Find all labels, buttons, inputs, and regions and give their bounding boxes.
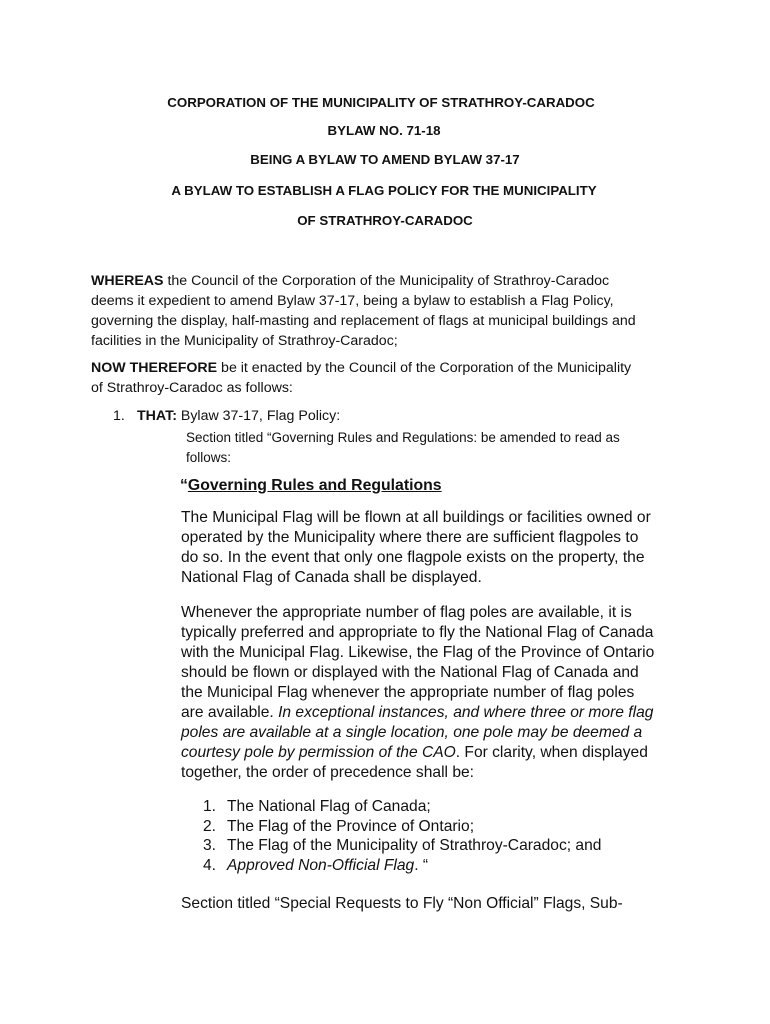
para2-line5: the Municipal Flag whenever the appropriate number of flag poles — [181, 684, 635, 701]
heading-text: Governing Rules and Regulations — [187, 477, 442, 494]
now-therefore-line1: be it enacted by the Council of the Corporation of the Municipality — [217, 360, 632, 376]
para1-line3: do so. In the event that only one flagpole exists on the property, the — [181, 549, 645, 566]
whereas-clause — [91, 271, 691, 351]
bylaw-number: BYLAW NO. 71-18 — [327, 123, 441, 138]
precedence-list — [203, 797, 683, 875]
para2-line3: with the Municipal Flag. Likewise, the Flag of the Province of Ontario — [181, 644, 655, 661]
now-therefore-lead: NOW THEREFORE — [91, 360, 218, 376]
whereas-line4: facilities in the Municipality of Strathroy-Caradoc; — [91, 333, 398, 349]
municipal-flag-paragraph — [181, 508, 691, 588]
whereas-line2: deems it expedient to amend Bylaw 37-17, being a bylaw to establish a Flag Policy, — [91, 293, 614, 309]
para1-line2: operated by the Municipality where there are sufficient flagpoles to — [181, 529, 639, 546]
list-item — [203, 817, 683, 837]
precedence-paragraph — [181, 603, 691, 783]
list-item-tail: . “ — [414, 856, 429, 874]
list-item — [203, 836, 683, 856]
para2-line6-italic: In exceptional instances, and where three or more flag — [278, 704, 654, 721]
whereas-line1: the Council of the Corporation of the Municipality of Strathroy-Caradoc — [163, 273, 610, 289]
list-item-number: 3. — [203, 837, 217, 854]
list-item-number: 2. — [203, 817, 217, 835]
whereas-lead: WHEREAS — [91, 273, 164, 289]
para2-line1: Whenever the appropriate number of flag poles are available, it is — [181, 604, 632, 621]
item-lead: THAT: — [137, 408, 177, 424]
list-item-number: 1. — [203, 798, 217, 815]
item-1-subtext — [186, 428, 686, 468]
heading-open-quote: “ — [180, 477, 188, 494]
para1-line4: National Flag of Canada shall be displayed. — [181, 569, 482, 586]
enactment-item-1 — [113, 406, 693, 426]
list-item — [203, 856, 683, 876]
section-heading — [180, 475, 442, 497]
corporation-title: CORPORATION OF THE MUNICIPALITY OF STRATHROY-CARADOC — [167, 95, 595, 110]
para2-line6-plain: are available. — [181, 704, 279, 721]
item-number: 1. — [113, 408, 125, 424]
para2-line8-italic: courtesy pole by permission of the CAO — [181, 744, 456, 761]
para2-line8-plain: . For clarity, when displayed — [455, 744, 648, 761]
bylaw-purpose-line2: OF STRATHROY-CARADOC — [297, 213, 473, 228]
now-therefore-line2: of Strathroy-Caradoc as follows: — [91, 380, 293, 396]
item-sub-line1: Section titled “Governing Rules and Regulations: be amended to read as — [186, 430, 620, 445]
next-section-title: Section titled “Special Requests to Fly “Non Official” Flags, Sub- — [181, 895, 623, 912]
bylaw-amend-title: BEING A BYLAW TO AMEND BYLAW 37-17 — [250, 152, 520, 167]
list-item-text: The Flag of the Province of Ontario; — [227, 817, 475, 835]
para2-line9: together, the order of precedence shall be: — [181, 764, 475, 781]
list-item-text: Approved Non-Official Flag — [227, 856, 415, 874]
item-sub-line2: follows: — [186, 450, 232, 465]
para1-line1: The Municipal Flag will be flown at all buildings or facilities owned or — [181, 509, 651, 526]
para2-line4: should be flown or displayed with the National Flag of Canada and — [181, 664, 639, 681]
now-therefore-clause — [91, 358, 691, 398]
bylaw-purpose-line1: A BYLAW TO ESTABLISH A FLAG POLICY FOR THE MUNICIPALITY — [171, 183, 597, 198]
whereas-line3: governing the display, half-masting and replacement of flags at municipal buildings and — [91, 313, 636, 329]
list-item-number: 4. — [203, 856, 217, 874]
list-item — [203, 797, 683, 817]
para2-line2: typically preferred and appropriate to fly the National Flag of Canada — [181, 624, 654, 641]
item-text: Bylaw 37-17, Flag Policy: — [176, 408, 341, 424]
list-item-text: The National Flag of Canada; — [227, 798, 431, 815]
para2-line7-italic: poles are available at a single location, one pole may be deemed a — [181, 724, 643, 741]
list-item-text: The Flag of the Municipality of Strathroy-Caradoc; and — [227, 837, 602, 854]
